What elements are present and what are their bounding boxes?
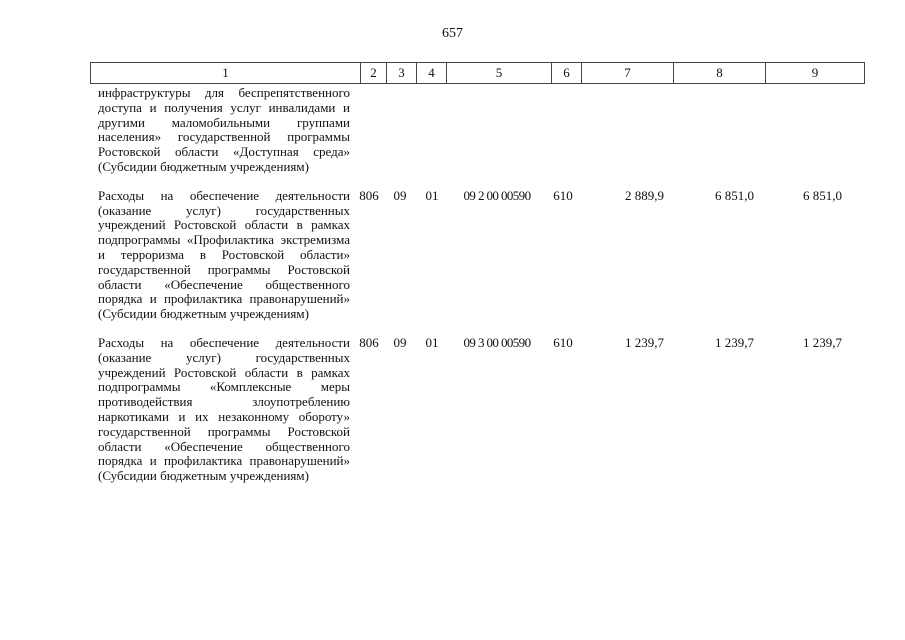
column-header-8: 8 <box>674 63 766 84</box>
cell-section: 09 <box>393 187 407 203</box>
cell-subsection: 01 <box>425 187 439 203</box>
table-row <box>90 336 864 484</box>
cell-ministry-code: 806 <box>359 187 379 203</box>
cell-amount-col8: 6 851,0 <box>715 187 754 203</box>
cell-amount-col7: 2 889,9 <box>625 187 664 203</box>
cell-amount-col9: 1 239,7 <box>803 334 842 350</box>
cell-amount-col7: 1 239,7 <box>625 334 664 350</box>
column-header-5: 5 <box>447 63 552 84</box>
cell-ministry-code: 806 <box>359 334 379 350</box>
cell-section: 09 <box>393 334 407 350</box>
row-description: инфраструктуры для беспрепятственного доступа и получения услуг инвалидами и другими маломобильными группами населения» государственной программы Ростовской области «Доступная среда» (Субсидии бюджетным учреждениям) <box>98 85 350 174</box>
cell-target-article: 09 2 00 00590 <box>463 187 531 203</box>
cell-expense-type: 610 <box>553 334 573 350</box>
column-header-7: 7 <box>582 63 674 84</box>
column-header-9: 9 <box>766 63 865 84</box>
page-number: 657 <box>442 26 463 41</box>
column-header-6: 6 <box>552 63 582 84</box>
cell-amount-col8: 1 239,7 <box>715 334 754 350</box>
table-row <box>90 189 864 322</box>
table-body <box>90 86 864 498</box>
table-header <box>90 62 865 84</box>
column-header-2: 2 <box>361 63 387 84</box>
table-row <box>90 86 864 175</box>
cell-target-article: 09 3 00 00590 <box>463 334 531 350</box>
column-header-1: 1 <box>91 63 361 84</box>
row-description: Расходы на обеспечение деятельности (оказание услуг) государственных учреждений Ростовской области в рамках подпрограммы «Профилактика экстремизма и терроризма в Ростовской области» государственной программы Ростовской области «Обеспечение общественного порядка и профилактика правонарушений» (Субсидии бюджетным учреждениям) <box>98 187 350 322</box>
cell-subsection: 01 <box>425 334 439 350</box>
row-description: Расходы на обеспечение деятельности (оказание услуг) государственных учреждений Ростовской области в рамках подпрограммы «Комплексные меры противодействия злоупотреблению наркотиками и их незаконному обороту» государственной программы Ростовской области «Обеспечение общественного порядка и профилактика правонарушений» (Субсидии бюджетным учреждениям) <box>98 334 350 484</box>
cell-expense-type: 610 <box>553 187 573 203</box>
column-header-3: 3 <box>387 63 417 84</box>
cell-amount-col9: 6 851,0 <box>803 187 842 203</box>
column-header-4: 4 <box>417 63 447 84</box>
